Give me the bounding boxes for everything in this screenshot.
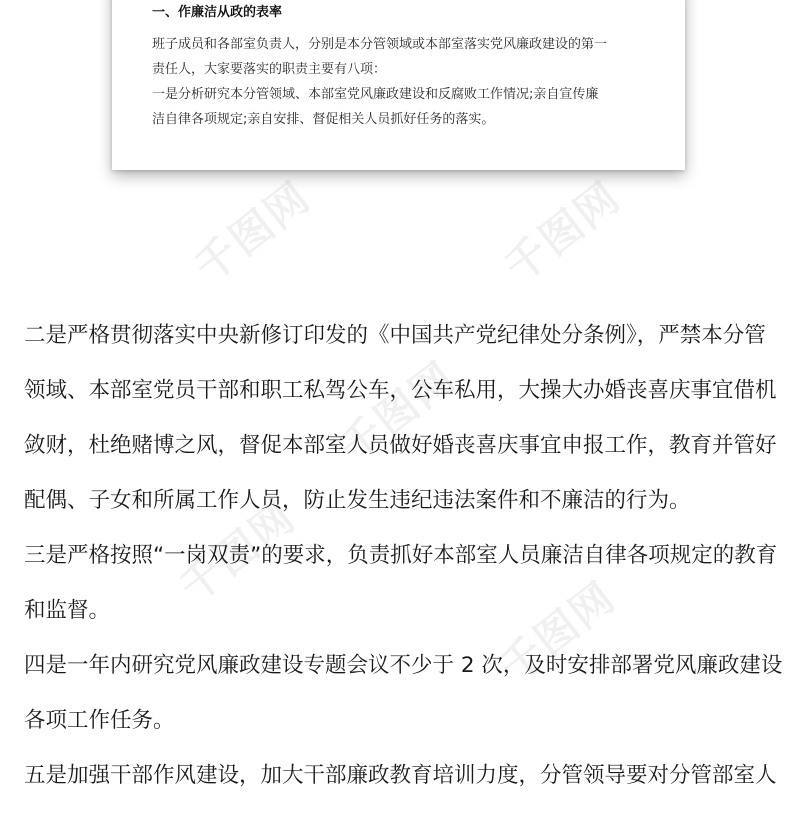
preview-paragraph-line: 一是分析研究本分管领域、本部室党风廉政建设和反腐败工作情况;亲自宣传廉 [152,87,599,102]
document-body [24,322,784,817]
body-text-line: 五是加强干部作风建设，加大干部廉政教育培训力度，分管领导要对分管部室人 [24,763,777,788]
body-text-line: 配偶、子女和所属工作人员，防止发生违纪违法案件和不廉洁的行为。 [24,488,691,513]
document-preview-card [112,0,685,170]
preview-paragraph-line: 班子成员和各部室负责人，分别是本分管领域或本部室落实党风廉政建设的第一 [152,37,608,52]
watermark-text: 千图网 [170,492,305,612]
body-text-line: 三是严格按照“一岗双责”的要求，负责抓好本部室人员廉洁自律各项规定的教育 [24,543,778,568]
body-text-line: 领域、本部室党员干部和职工私驾公车，公车私用，大操大办婚丧喜庆事宜借机 [24,378,777,403]
body-text-line: 各项工作任务。 [24,708,175,733]
preview-paragraph-line: 洁自律各项规定;亲自安排、督促相关人员抓好任务的落实。 [152,112,495,127]
watermark-text: 千图网 [330,352,465,472]
body-text-line: 四是一年内研究党风廉政建设专题会议不少于 2 次，及时安排部署党风廉政建设 [24,653,783,678]
watermark-text: 千图网 [185,172,320,292]
body-text-line: 和监督。 [24,598,111,623]
watermark-text: 千图网 [490,572,625,692]
body-text-line: 敛财，杜绝赌博之风，督促本部室人员做好婚丧喜庆事宜申报工作，教育并管好 [24,433,777,458]
preview-paragraph-line: 责任人，大家要落实的职责主要有八项： [152,62,387,77]
body-text-line: 二是严格贯彻落实中央新修订印发的《中国共产党纪律处分条例》，严禁本分管 [24,323,766,348]
watermark-text: 千图网 [495,172,630,292]
section-heading: 一、作廉洁从政的表率 [152,5,283,20]
